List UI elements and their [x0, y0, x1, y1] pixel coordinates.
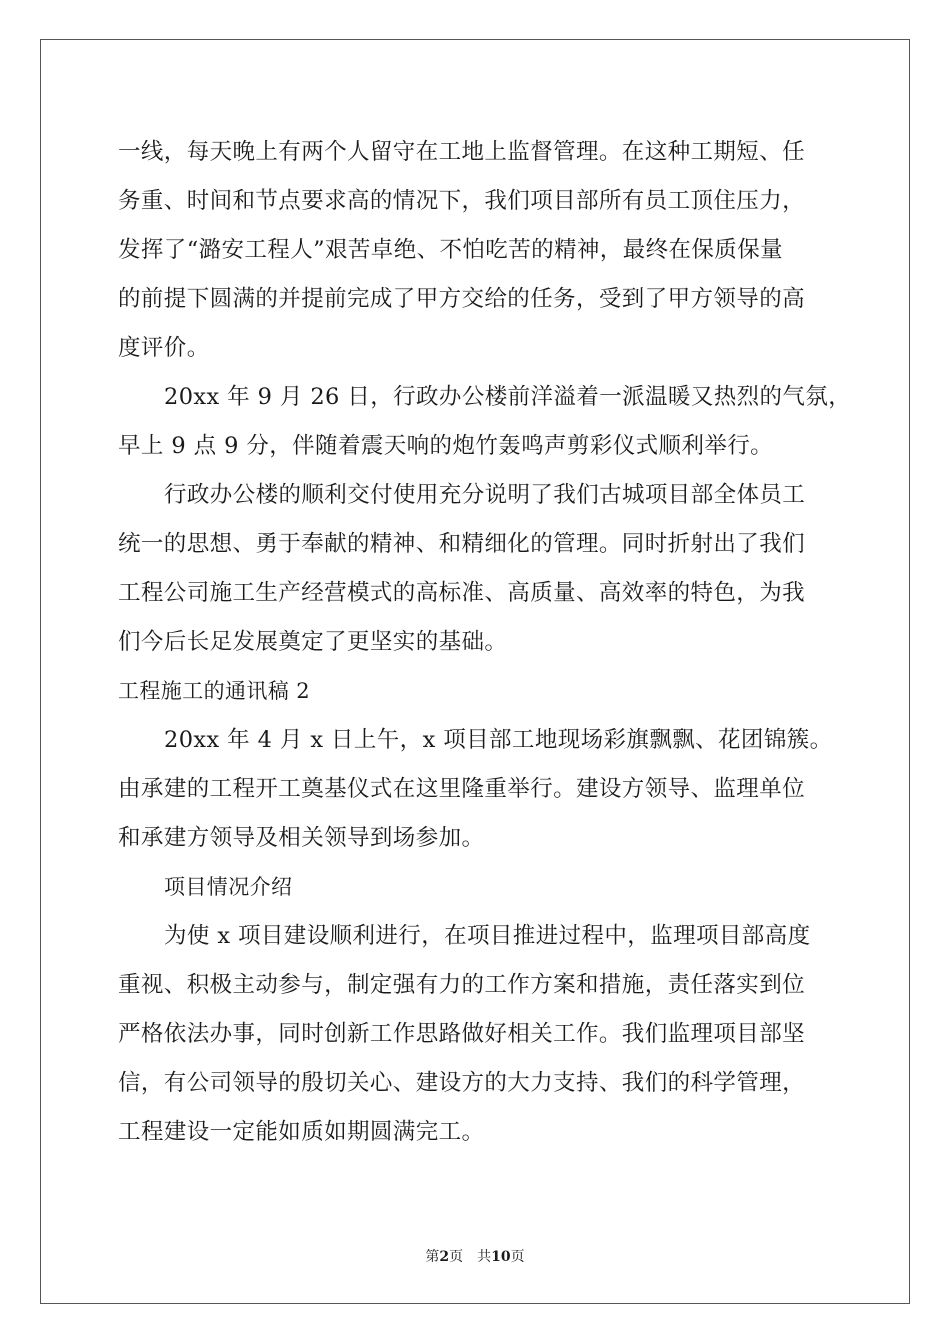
total-suffix: 页 [510, 1249, 525, 1265]
page-footer [0, 1248, 950, 1266]
paragraph-line: 务重、时间和节点要求高的情况下，我们项目部所有员工顶住压力， [118, 188, 806, 214]
paragraph-line: 的前提下圆满的并提前完成了甲方交给的任务，受到了甲方领导的高 [118, 286, 806, 312]
paragraph-line: 为使 x 项目建设顺利进行，在项目推进过程中，监理项目部高度 [164, 923, 811, 949]
total-prefix: 共 [477, 1249, 492, 1265]
document-body [118, 128, 852, 1157]
paragraph-line: 工程公司施工生产经营模式的高标准、高质量、高效率的特色，为我 [118, 580, 806, 606]
paragraph-line: 工程建设一定能如质如期圆满完工。 [118, 1119, 485, 1145]
paragraph-line: 们今后长足发展奠定了更坚实的基础。 [118, 629, 508, 655]
paragraph-line: 严格依法办事，同时创新工作思路做好相关工作。我们监理项目部坚 [118, 1021, 806, 1047]
page-number: 2 [439, 1249, 450, 1265]
section-title: 工程施工的通讯稿 2 [118, 679, 311, 703]
paragraph-line: 行政办公楼的顺利交付使用充分说明了我们古城项目部全体员工 [164, 482, 806, 508]
paragraph-line: 度评价。 [118, 335, 210, 361]
page-suffix: 页 [449, 1249, 464, 1265]
paragraph-line: 统一的思想、勇于奉献的精神、和精细化的管理。同时折射出了我们 [118, 531, 806, 557]
paragraph-line: 早上 9 点 9 分，伴随着震天响的炮竹轰鸣声剪彩仪式顺利举行。 [118, 433, 774, 459]
paragraph-line: 重视、积极主动参与，制定强有力的工作方案和措施，责任落实到位 [118, 972, 806, 998]
paragraph-line: 信，有公司领导的殷切关心、建设方的大力支持、我们的科学管理， [118, 1070, 806, 1096]
total-pages: 10 [491, 1249, 511, 1265]
paragraph-line: 发挥了“潞安工程人”艰苦卓绝、不怕吃苦的精神，最终在保质保量 [118, 237, 784, 263]
paragraph-line: 由承建的工程开工奠基仪式在这里隆重举行。建设方领导、监理单位 [118, 776, 806, 802]
paragraph-line: 20xx 年 4 月 x 日上午，x 项目部工地现场彩旗飘飘、花团锦簇。 [164, 727, 833, 753]
paragraph-line: 20xx 年 9 月 26 日，行政办公楼前洋溢着一派温暖又热烈的气氛， [164, 384, 852, 410]
paragraph-line: 一线，每天晚上有两个人留守在工地上监督管理。在这种工期短、任 [118, 139, 806, 165]
subsection-title: 项目情况介绍 [164, 875, 293, 899]
page-prefix: 第 [425, 1249, 440, 1265]
paragraph-line: 和承建方领导及相关领导到场参加。 [118, 825, 485, 851]
